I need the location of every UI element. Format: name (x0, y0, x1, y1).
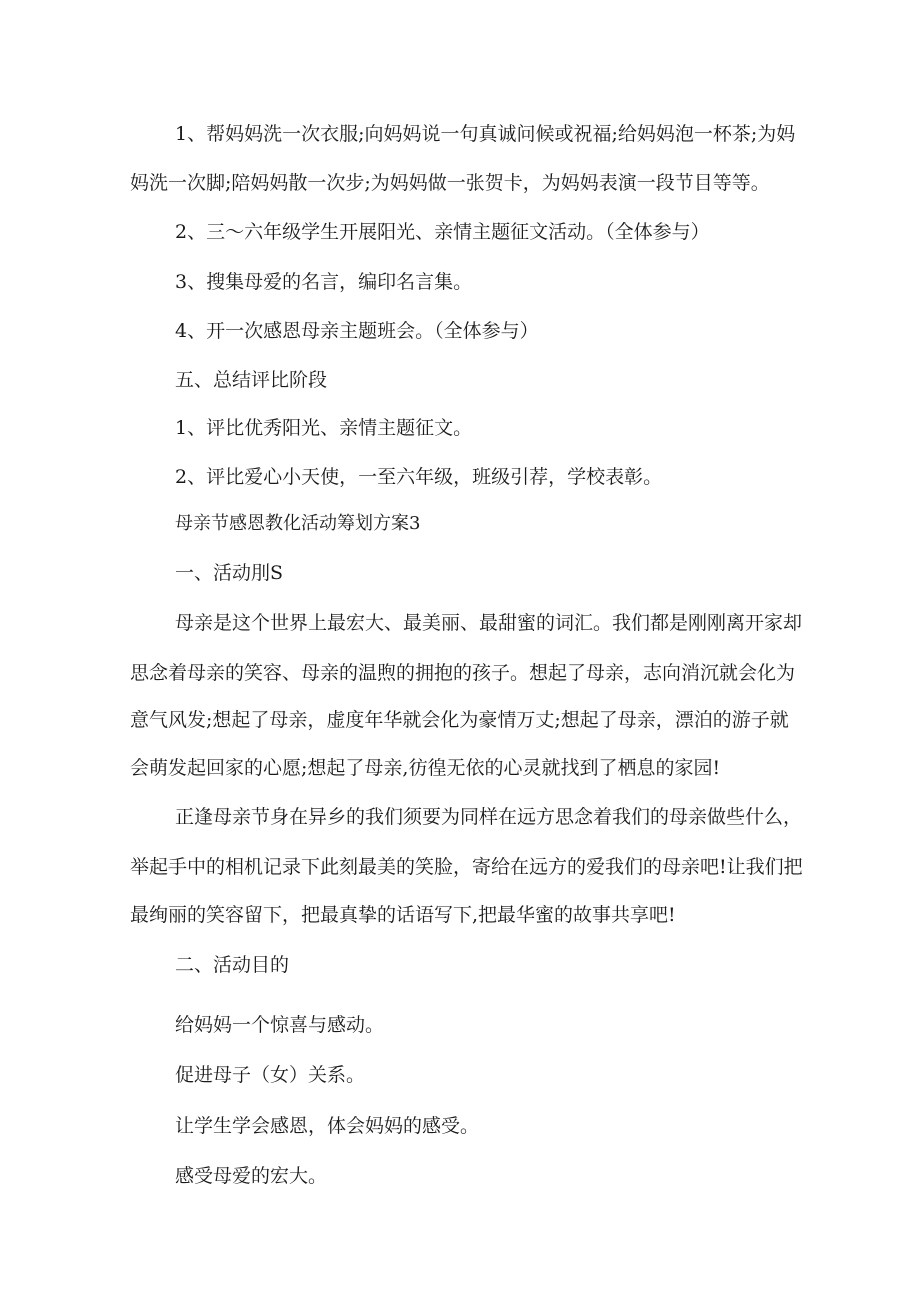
goal-item-2: 促进母子（女）关系。 (175, 1064, 366, 1086)
activity-item-4: 4、开一次感恩母亲主题班会。（全体参与） (175, 320, 539, 342)
paragraph-2-line-2: 举起手中的相机记录下此刻最美的笑脸，寄给在远方的爱我们的母亲吧!让我们把 (130, 856, 803, 878)
section-heading-2: 二、活动目的 (175, 954, 290, 976)
paragraph-1-line-4: 会萌发起回家的心愿;想起了母亲,彷徨无依的心灵就找到了栖息的家园! (130, 757, 721, 779)
evaluation-item-1: 1、评比优秀阳光、亲情主题征文。 (175, 417, 473, 439)
activity-item-1-line-1: 1、帮妈妈洗一次衣服;向妈妈说一句真诚问候或祝福;给妈妈泡一杯茶;为妈 (175, 123, 796, 145)
activity-item-1-line-2: 妈洗一次脚;陪妈妈散一次步;为妈妈做一张贺卡，为妈妈表演一段节目等等。 (130, 172, 770, 194)
paragraph-2-line-3: 最绚丽的笑容留下，把最真挚的话语写下,把最华蜜的故事共享吧! (130, 904, 676, 926)
goal-item-1: 给妈妈一个惊喜与感动。 (175, 1014, 385, 1036)
evaluation-item-2: 2、评比爱心小天使，一至六年级，班级引荐，学校表彰。 (175, 466, 663, 488)
plan-title: 母亲节感恩教化活动筹划方案3 (175, 513, 421, 534)
paragraph-1-line-3: 意气风发;想起了母亲，虚度年华就会化为豪情万丈;想起了母亲，漂泊的游子就 (130, 709, 789, 731)
activity-item-2: 2、三～六年级学生开展阳光、亲情主题征文活动。（全体参与） (175, 221, 710, 243)
goal-item-3: 让学生学会感恩，体会妈妈的感受。 (175, 1115, 480, 1137)
paragraph-2-line-1: 正逢母亲节身在异乡的我们须要为同样在远方思念着我们的母亲做些什么， (175, 806, 803, 828)
section-heading-5: 五、总结评比阶段 (175, 369, 328, 391)
paragraph-1-line-1: 母亲是这个世界上最宏大、最美丽、最甜蜜的词汇。我们都是刚刚离开家却 (175, 612, 803, 634)
activity-item-3: 3、搜集母爱的名言，编印名言集。 (175, 271, 473, 293)
section-heading-1: 一、活动刖S (175, 562, 284, 584)
paragraph-1-line-2: 思念着母亲的笑容、母亲的温煦的拥抱的孩子。想起了母亲，志向消沉就会化为 (130, 662, 796, 684)
goal-item-4: 感受母爱的宏大。 (175, 1165, 328, 1187)
